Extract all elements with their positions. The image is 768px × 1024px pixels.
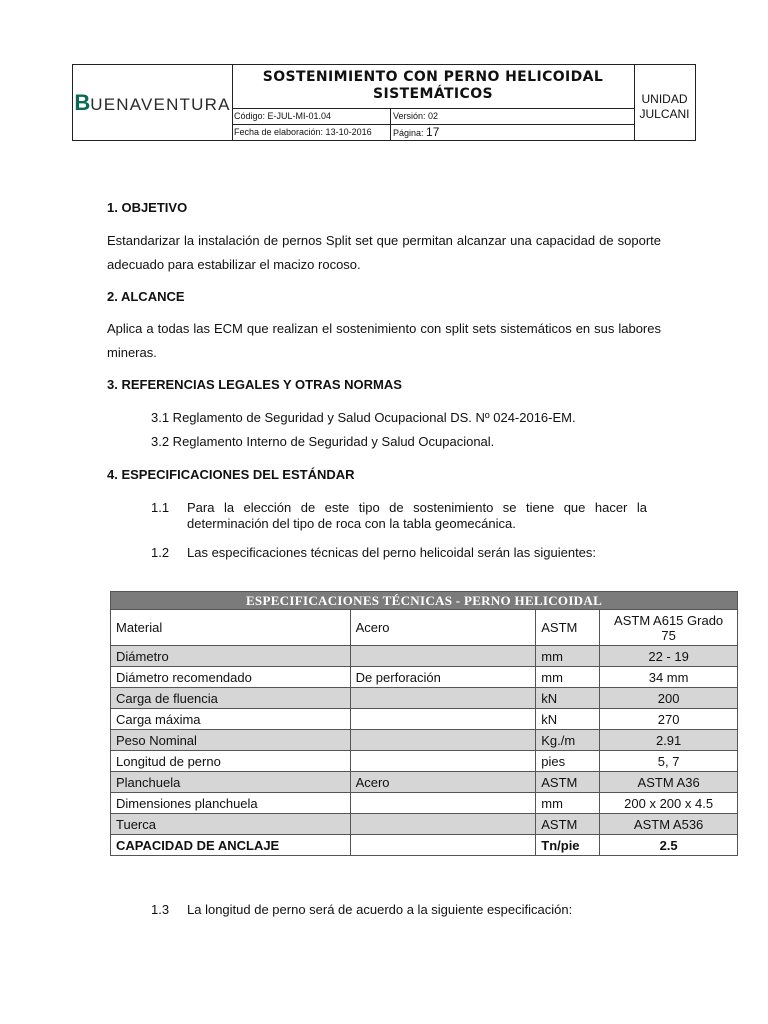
document-header [72,64,696,141]
company-logo [73,65,233,140]
fecha-label: Fecha de elaboración: 13-10-2016 [234,127,372,137]
table-row [111,814,738,835]
parameter-cell: Material [111,610,351,646]
version-label: Versión: 02 [390,109,630,124]
value-cell: 200 x 200 x 4.5 [600,793,738,814]
material-cell [350,646,536,667]
table-row [111,751,738,772]
header-center [232,65,635,140]
value-cell: 22 - 19 [600,646,738,667]
value-cell: ASTM A615 Grado 75 [600,610,738,646]
codigo-label: Código: E-JUL-MI-01.04 [234,111,332,121]
unit-cell: mm [536,646,600,667]
table-row [111,730,738,751]
table-row [111,772,738,793]
table-title: ESPECIFICACIONES TÉCNICAS - PERNO HELICOIDAL [111,592,738,610]
reference-item: 3.2 Reglamento Interno de Seguridad y Salud Ocupacional. [151,434,495,449]
material-cell [350,793,536,814]
parameter-cell: Dimensiones planchuela [111,793,351,814]
parameter-cell: Diámetro recomendado [111,667,351,688]
value-cell: 270 [600,709,738,730]
unit-cell: ASTM [536,772,600,793]
table-row [111,688,738,709]
section-alcance-text: Aplica a todas las ECM que realizan el sostenimiento con split sets sistemáticos en sus labores mineras. [107,321,661,360]
unit-cell: kN [536,688,600,709]
document-title: SOSTENIMIENTO CON PERNO HELICOIDAL SISTEMÁTICOS [232,65,634,109]
value-cell: 2.91 [600,730,738,751]
unit-cell: mm [536,667,600,688]
unit-cell: mm [536,793,600,814]
parameter-cell: Carga máxima [111,709,351,730]
parameter-cell: Carga de fluencia [111,688,351,709]
header-row-codigo [232,109,634,125]
material-cell [350,730,536,751]
unidad-cell: UNIDAD JULCANI [639,92,690,121]
reference-item: 3.1 Reglamento de Seguridad y Salud Ocupacional DS. Nº 024-2016-EM. [151,410,576,425]
table-row [111,610,738,646]
material-cell: De perforación [350,667,536,688]
section-objetivo-heading: 1. OBJETIVO [107,200,188,215]
parameter-cell: Tuerca [111,814,351,835]
section-referencias-heading: 3. REFERENCIAS LEGALES Y OTRAS NORMAS [107,377,402,392]
value-cell: ASTM A36 [600,772,738,793]
unit-cell: Kg./m [536,730,600,751]
section-objetivo-text: Estandarizar la instalación de pernos Split set que permitan alcanzar una capacidad de soporte adecuado para estabilizar el macizo rocoso. [107,233,661,272]
parameter-cell: Peso Nominal [111,730,351,751]
logo-wordmark: BUENAVENTURA [74,89,231,115]
unit-cell: Tn/pie [536,835,600,856]
parameter-cell: Diámetro [111,646,351,667]
parameter-cell: CAPACIDAD DE ANCLAJE [111,835,351,856]
material-cell: Acero [350,610,536,646]
section-alcance-heading: 2. ALCANCE [107,289,185,304]
table-row [111,793,738,814]
value-cell: 2.5 [600,835,738,856]
material-cell [350,709,536,730]
material-cell [350,835,536,856]
unit-cell: kN [536,709,600,730]
value-cell: 5, 7 [600,751,738,772]
table-row [111,646,738,667]
material-cell [350,688,536,709]
value-cell: 34 mm [600,667,738,688]
unit-cell: ASTM [536,610,600,646]
material-cell [350,751,536,772]
value-cell: 200 [600,688,738,709]
table-row [111,835,738,856]
section-especificaciones-heading: 4. ESPECIFICACIONES DEL ESTÁNDAR [107,467,355,482]
table-row [111,709,738,730]
unit-cell: ASTM [536,814,600,835]
header-row-fecha [232,125,634,140]
unit-cell: pies [536,751,600,772]
pagina-label: Página: 17 [390,125,630,140]
specifications-table [110,591,738,856]
parameter-cell: Longitud de perno [111,751,351,772]
page-number: 17 [426,125,440,139]
table-row [111,667,738,688]
value-cell: ASTM A536 [600,814,738,835]
material-cell [350,814,536,835]
parameter-cell: Planchuela [111,772,351,793]
material-cell: Acero [350,772,536,793]
